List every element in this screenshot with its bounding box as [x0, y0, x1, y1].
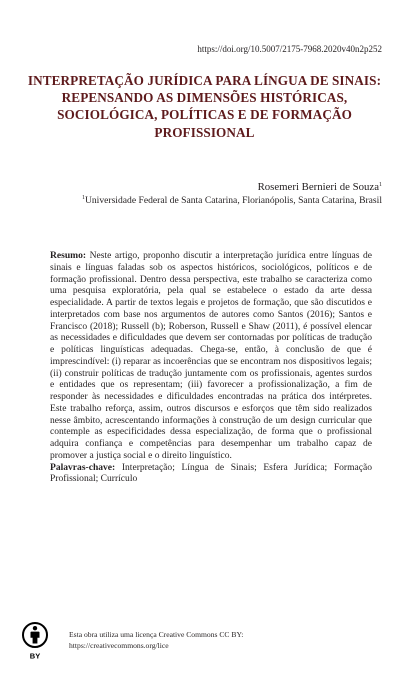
article-title: INTERPRETAÇÃO JURÍDICA PARA LÍNGUA DE SINAIS: REPENSANDO AS DIMENSÕES HISTÓRICAS, SOCIOLÓGICA, POLÍTICAS E DE FORMAÇÃO PROFISSIONAL — [27, 73, 382, 140]
cc-by-badge[interactable] — [22, 622, 48, 662]
abstract-block — [50, 250, 372, 485]
affiliation-text: Universidade Federal de Santa Catarina, Florianópolis, Santa Catarina, Brasil — [84, 195, 382, 206]
keywords-label: Palavras-chave: — [50, 461, 116, 473]
author-name-text: Rosemeri Bernieri de Souza — [257, 181, 379, 193]
author-affiliation-marker: 1 — [379, 182, 382, 188]
author-affiliation — [82, 195, 382, 206]
license-notice — [69, 630, 243, 651]
license-url[interactable]: https://creativecommons.org/lice — [69, 640, 169, 650]
abstract-text: Neste artigo, proponho discutir a interpretação jurídica entre línguas de sinais e línguas faladas sob os aspectos históricos, sociológicos, políticos e de formação profissional. Dentro dessa perspectiva, este trabalho se caracteriza como uma pesquisa exploratória, pela qual se estabelece o estado da arte dessa especialidade. A partir de textos legais e projetos de formação, que são discutidos e interpretados com base nos argumentos de autores como Santos (2016); Santos e Francisco (2018); Russell (b); Roberson, Russell e Shaw (2011), é possível elencar as necessidades e dificuldades que devem ser contornadas por políticas de tradução e políticas linguísticas adequadas. Chega-se, então, à conclusão de que é imprescindível: (i) reparar as incoerências que se encontram nos dispositivos legais; (ii) construir políticas de tradução juntamente com os profissionais, agentes surdos e entidades que os representam; (iii) favorecer a profissionalização, a fim de responder às necessidades e dificuldades encontradas na prática dos intérpretes. Este trabalho reforça, assim, outros discursos e esforços que têm sido realizados nesse âmbito, acrescentando informações à construção de um design curricular que contemple as especificidades dessa especialização, de forma que o profissional adquira confiança e competências para desempenhar um trabalho capaz de promover a justiça social e o direito linguístico. — [50, 250, 372, 461]
creative-commons-attribution-icon — [22, 622, 48, 662]
keywords-paragraph — [50, 462, 372, 486]
keywords-text: Interpretação; Língua de Sinais; Esfera Jurídica; Formação Profissional; Currículo — [50, 461, 372, 485]
author-name — [258, 181, 382, 193]
abstract-paragraph — [50, 250, 372, 462]
doi-link[interactable]: https://doi.org/10.5007/2175-7968.2020v40n2p252 — [197, 44, 382, 54]
license-line-1: Esta obra utiliza uma licença Creative Commons CC BY: — [69, 630, 244, 639]
cc-badge-label: BY — [29, 651, 41, 661]
affiliation-marker: 1 — [81, 195, 85, 201]
abstract-label: Resumo: — [50, 250, 87, 261]
